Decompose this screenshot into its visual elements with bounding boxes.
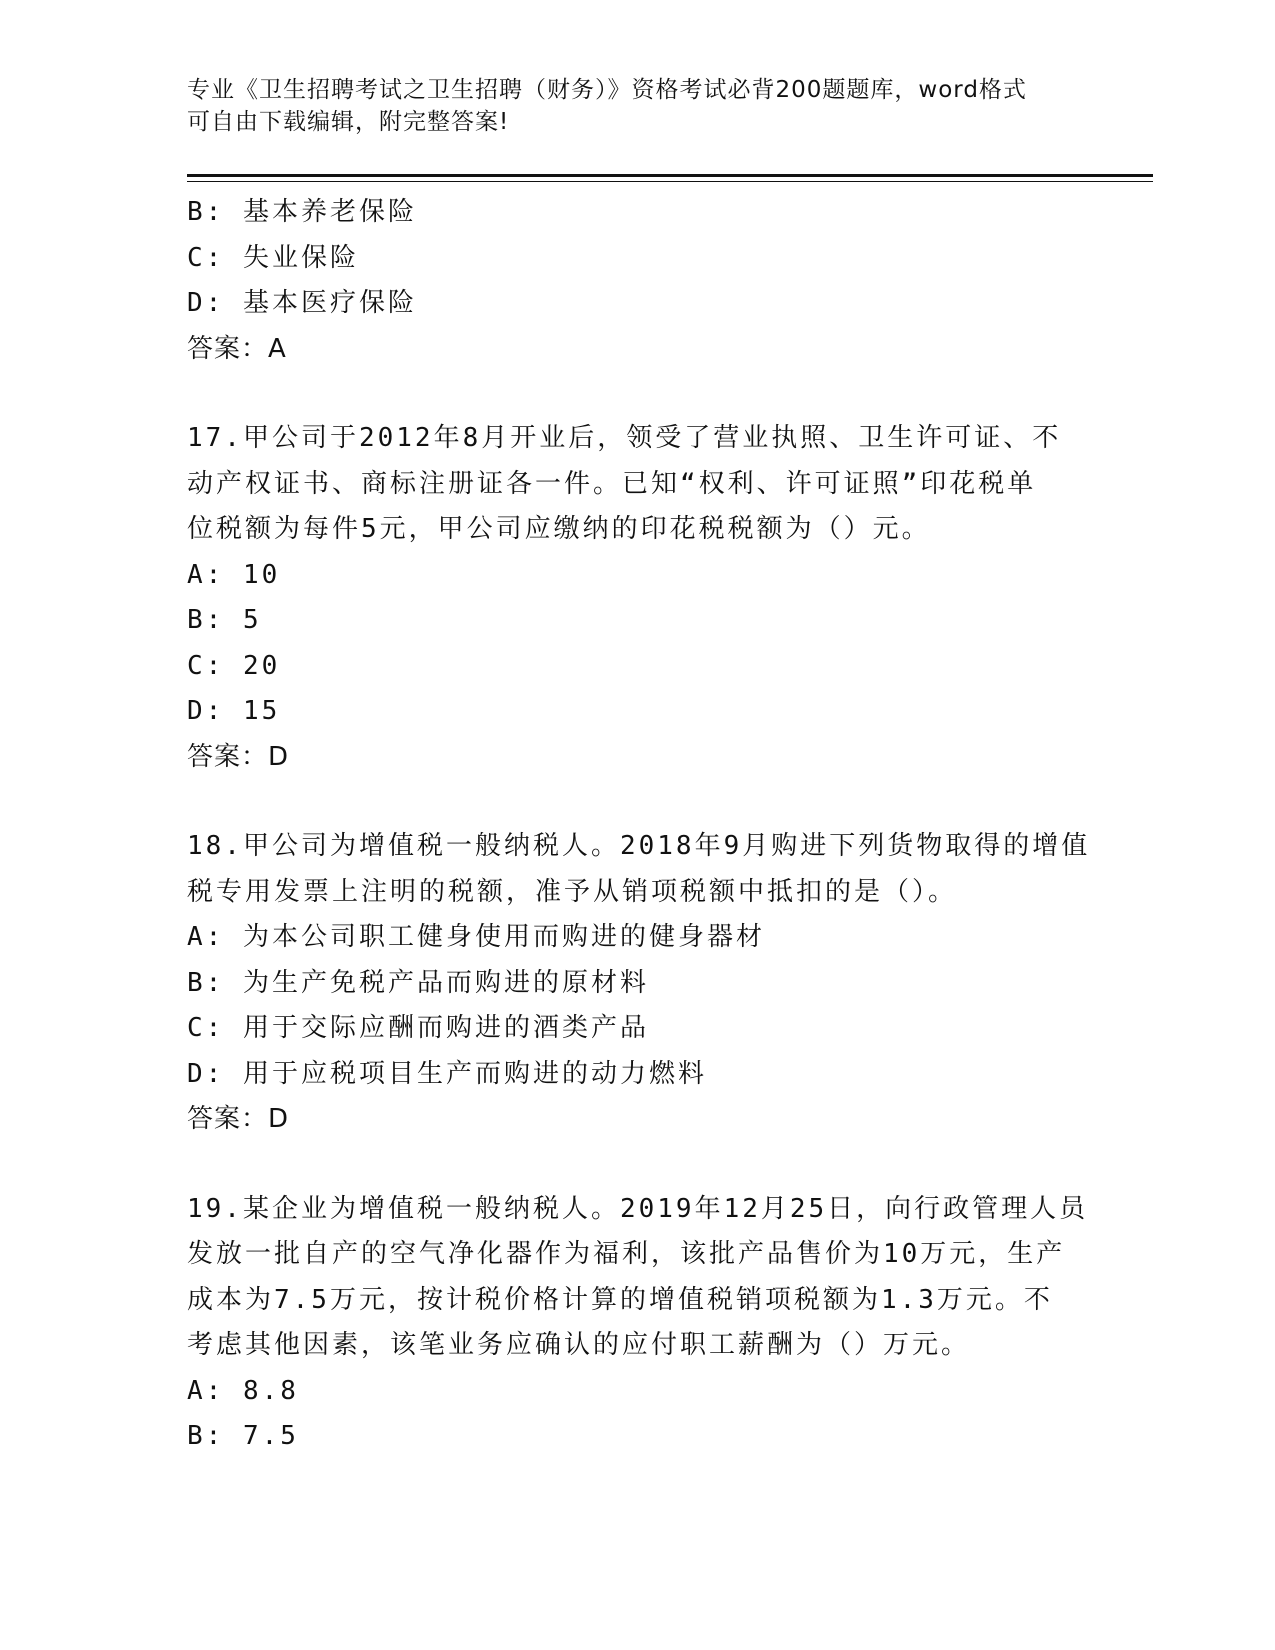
option-line: A: 为本公司职工健身使用而购进的健身器材 (187, 922, 765, 952)
question-stem-line: 成本为7.5万元，按计税价格计算的增值税销项税额为1.3万元。不 (187, 1284, 1053, 1315)
question-stem-line: 动产权证书、商标注册证各一件。已知“权利、许可证照”印花税单 (187, 468, 1037, 499)
header-line-2: 可自由下载编辑，附完整答案! (187, 109, 510, 135)
header-rule-thin (187, 181, 1153, 182)
question-stem-line: 发放一批自产的空气净化器作为福利，该批产品售价为10万元，生产 (187, 1239, 1066, 1269)
option-line: C: 用于交际应酬而购进的酒类产品 (187, 1013, 649, 1043)
question-stem-line: 税专用发票上注明的税额，准予从销项税额中抵扣的是（）。 (187, 876, 958, 907)
option-line: B: 7.5 (187, 1421, 299, 1451)
header-line-1: 专业《卫生招聘考试之卫生招聘（财务）》资格考试必背200题题库，word格式 (187, 77, 1027, 103)
document-header (187, 74, 1087, 138)
question-18 (187, 824, 1091, 1143)
question-19 (187, 1187, 1087, 1460)
question-stem-line: 17.甲公司于2012年8月开业后，领受了营业执照、卫生许可证、不 (187, 423, 1062, 453)
question-17 (187, 416, 1087, 780)
option-line: A: 8.8 (187, 1375, 299, 1406)
option-line: A: 10 (187, 559, 281, 590)
option-line: B: 5 (187, 605, 262, 635)
answer-line: 答案：D (187, 741, 290, 772)
answer-line: 答案：D (187, 1104, 290, 1134)
document-body (187, 190, 1091, 1460)
answer-line: 答案：A (187, 333, 287, 364)
continued-question (187, 190, 1087, 372)
option-line: B: 为生产免税产品而购进的原材料 (187, 967, 649, 998)
question-stem-line: 19.某企业为增值税一般纳税人。2019年12月25日，向行政管理人员 (187, 1193, 1089, 1224)
option-line: B: 基本养老保险 (187, 197, 417, 227)
option-line: D: 15 (187, 696, 281, 726)
option-line: D: 用于应税项目生产而购进的动力燃料 (187, 1058, 707, 1089)
option-line: D: 基本医疗保险 (187, 288, 417, 318)
question-stem-line: 位税额为每件5元，甲公司应缴纳的印花税税额为（）元。 (187, 514, 931, 544)
option-line: C: 20 (187, 650, 281, 681)
option-line: C: 失业保险 (187, 242, 359, 273)
header-rule-thick (187, 174, 1153, 177)
question-stem-line: 18.甲公司为增值税一般纳税人。2018年9月购进下列货物取得的增值 (187, 831, 1091, 861)
question-stem-line: 考虑其他因素，该笔业务应确认的应付职工薪酬为（）万元。 (187, 1330, 971, 1360)
